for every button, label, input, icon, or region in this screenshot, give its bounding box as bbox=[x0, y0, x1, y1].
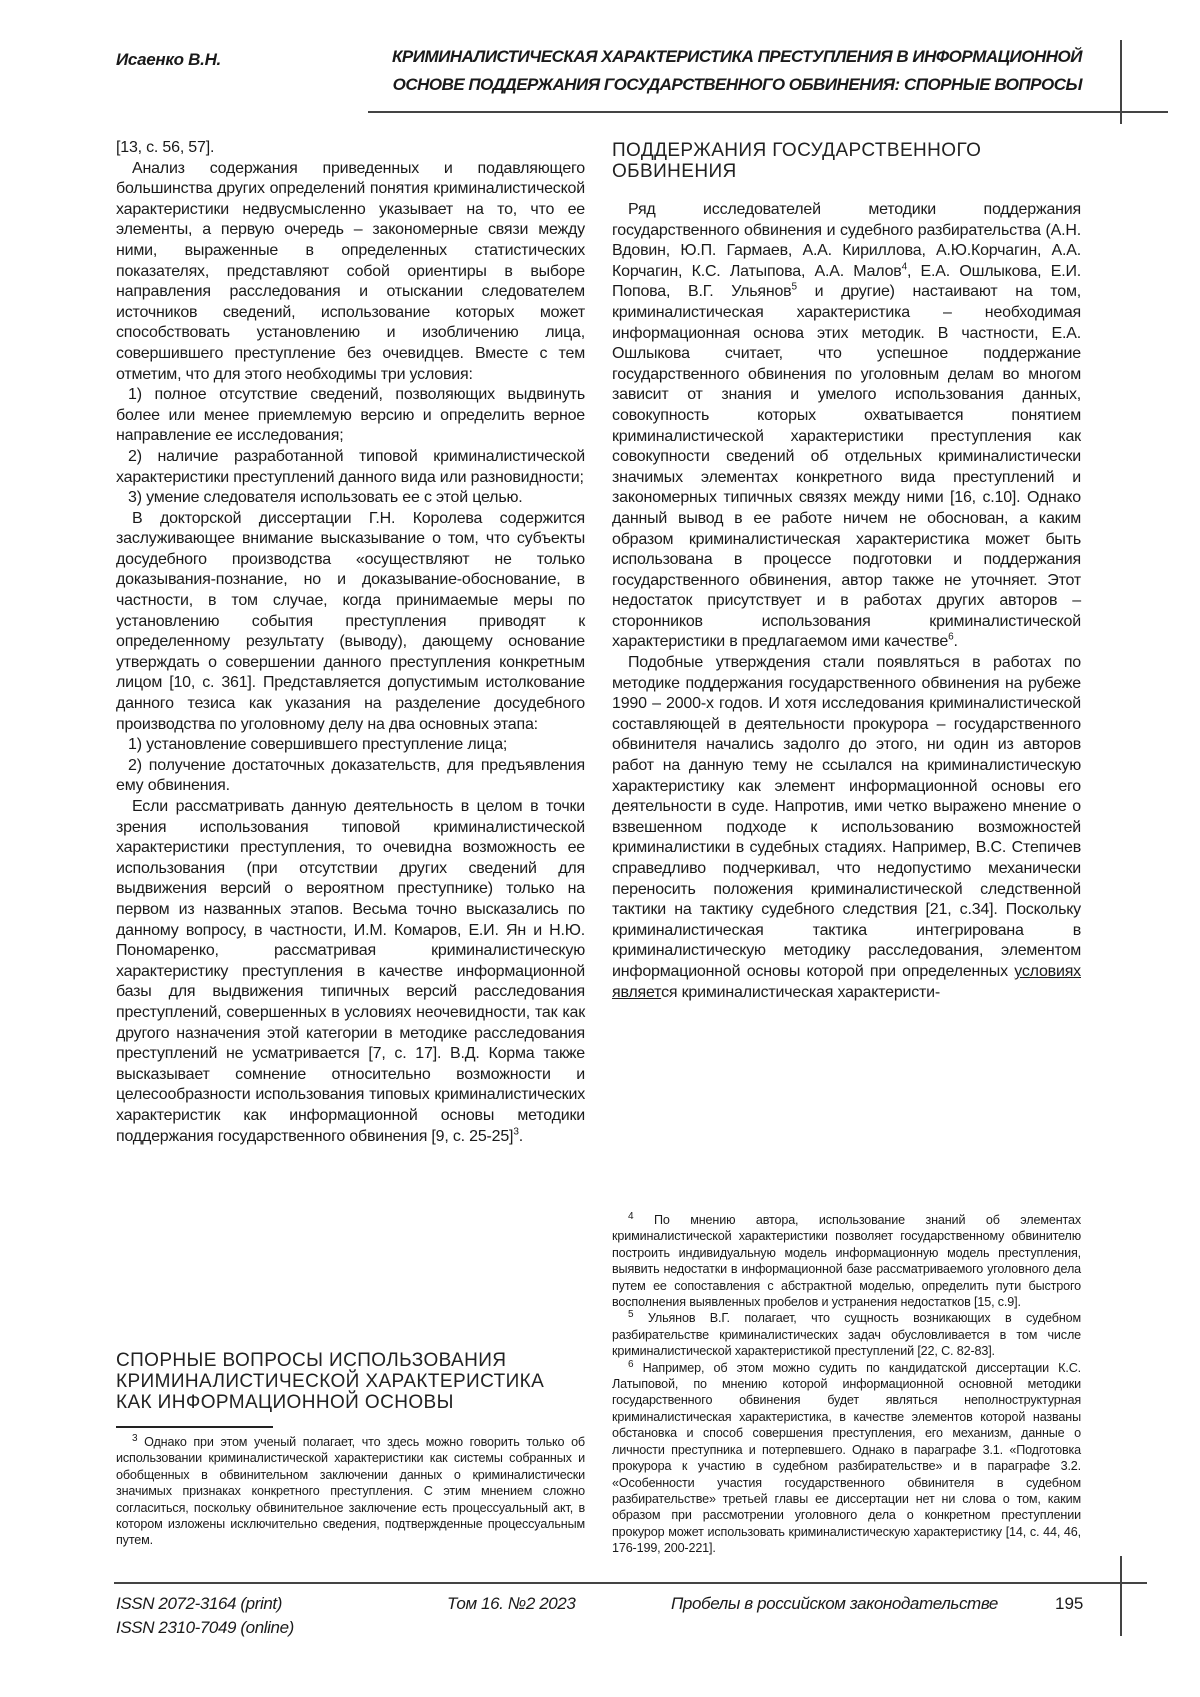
footnote bbox=[116, 1434, 585, 1549]
footnote-text: По мнению автора, использование знаний об элементах криминалистической характеристики позволяет государственному обвинителю построить индивидуальную модель информационную модель преступления, выявить недостатки в информационной базе рассматриваемого уголовного дела путем ее сопоставления с абстрактной моделью, определить пути быстрого восполнения выявленных пробелов и устранения недостатков [15, с.9]. bbox=[612, 1213, 1081, 1310]
footnote-text: Например, об этом можно судить по кандидатской диссертации К.С. Латыповой, по мнению которой информационной основной методики государственного обвинения будет являться неполноструктурная криминалистическая характеристика, в качестве элементов которой названы обстановка и способ совершения преступления, его механизм, данные о личности преступника и потерпевшего. Однако в параграфе 3.1. «Подготовка прокурора к участию в судебном разбирательстве» и в параграфе 3.2. «Особенности участия государственного обвинителя в судебном разбирательстве» третьей главы ее диссертации нет ни слова о том, каким образом при рассмотрении уголовного дела о конкретном преступлении прокурор может использовать криминалистическую характеристику [14, с. 44, 46, 176-199, 200-221]. bbox=[612, 1360, 1081, 1556]
footnote-separator bbox=[116, 1426, 273, 1428]
list-item: 3) умение следователя использовать ее с этой целью. bbox=[128, 489, 523, 507]
running-head-title-line: ОСНОВЕ ПОДДЕРЖАНИЯ ГОСУДАРСТВЕННОГО ОБВИНЕНИЯ: СПОРНЫЕ ВОПРОСЫ bbox=[392, 75, 1082, 94]
paragraph bbox=[612, 653, 1081, 1003]
footnote bbox=[612, 1310, 1081, 1359]
issn-online: ISSN 2310-7049 (online) bbox=[116, 1618, 294, 1637]
issn-print: ISSN 2072-3164 (print) bbox=[116, 1594, 283, 1613]
list-item: 1) установление совершившего преступление лица; bbox=[128, 736, 508, 754]
footnote-ref[interactable]: 4 bbox=[901, 261, 907, 273]
footnote bbox=[612, 1360, 1081, 1557]
footnote-number: 6 bbox=[628, 1358, 634, 1370]
page-number: 195 bbox=[1055, 1594, 1084, 1613]
paragraph-text: Подобные утверждения стали появляться в работах по методике поддержания государственного обвинения на рубеже 1990 – 2000-х годов. И хотя исследования криминалистической составляющей в деятельности прокурора – государственного обвинителя начались задолго до этого, ни один из авторов работ на данную тему не ссылался на криминалистическую характеристику как элемент информационной основы его деятельности в суде. Напротив, ими четко выражено мнение о взвешенном подходе к использованию возможностей криминалистики в судебных стадиях. Например, В.С. Степичев справедливо подчеркивал, что недопустимо механически переносить положения криминалистической следственной тактики на тактику судебного следствия [21, с.34]. Поскольку криминалистическая тактика интегрирована в криминалистическую методику расследования, элементом информационной основы которой при определенных bbox=[612, 654, 1081, 980]
footnote-text: Однако при этом ученый полагает, что здесь можно говорить только об использовании криминалистической характеристики как системы собранных и обобщенных в обвинительном заключении данных о криминалистически значимых признаках конкретного преступления. С этим мнением сложно согласиться, поскольку обвинительное заключение есть процессуальный акт, в котором изложены исключительно сведения, подтвержденные процессуальным путем. bbox=[116, 1435, 585, 1548]
journal-name: Пробелы в российском законодательстве bbox=[671, 1594, 998, 1613]
paragraph: [13, с. 56, 57]. bbox=[116, 139, 215, 156]
list-item: 2) получение достаточных доказательств, для предъявления ему обвинения. bbox=[116, 756, 585, 795]
paragraph-text: Если рассматривать данную деятельность в целом в точки зрения использования типовой криминалистической характеристики преступления, то очевидна возможность ее использования (при отсутствии других сведений для выдвижения версий о вероятном преступнике) только на первом из названных этапов. Весьма точно высказались по данному вопросу, в частности, И.М. Комаров, Е.И. Ян и Н.Ю. Пономаренко, рассматривая криминалистическую характеристику преступления в качестве информационной базы для выдвижения типичных версий расследования преступлений, совершенных в условиях неочевидности, так как другого назначения этой категории в методике расследования преступлений не усматривается [7, с. 17]. В.Д. Корма также высказывает сомнение относительно возможности и целесообразности использования типовых криминалистических характеристик как информационной основы методики поддержания государственного обвинения [9, с. 25-25] bbox=[116, 798, 585, 1145]
footer-vertical-rule bbox=[1120, 1556, 1122, 1636]
footnote-ref[interactable]: 3 bbox=[513, 1126, 519, 1138]
footnote-ref[interactable]: 6 bbox=[948, 632, 954, 644]
journal-volume: Том 16. №2 2023 bbox=[447, 1594, 576, 1613]
footnote bbox=[612, 1212, 1081, 1310]
right-column bbox=[612, 200, 1081, 1003]
paragraph-text: ся криминалистическая характеристи- bbox=[661, 983, 941, 1001]
footnotes-left bbox=[116, 1434, 585, 1549]
paragraph bbox=[612, 200, 1081, 653]
paragraph: В докторской диссертации Г.Н. Королева содержится заслуживающее внимание высказывание о том, что субъекты досудебного производства «осуществляют не только доказывания-познание, но и доказывание-обоснование, в частности, в том случае, когда принимаемые меры по установлению события преступления приводят к определенному результату (выводу), дающему основание утверждать о совершении данного преступления конкретным лицом [10, с. 361]. Представляется допустимым истолкование данного тезиса как указания на разделение досудебного производства по уголовному делу на два основных этапа: bbox=[116, 509, 585, 733]
footnote-text: Ульянов В.Г. полагает, что сущность возникающих в судебном разбирательстве криминалистических задач обусловливается в том числе криминалистической характеристикой преступлений [22, С. 82-83]. bbox=[612, 1311, 1081, 1359]
paragraph-text: . bbox=[953, 633, 958, 651]
left-column bbox=[116, 138, 585, 1147]
paragraph-text: и другие) настаивают на том, криминалистическая характеристика – необходимая информационная основа этих методик. В частности, Е.А. Ошлыкова считает, что успешное поддержание государственного обвинения по уголовным делам во многом зависит от знания и умелого использования данных, совокупность которых охватывается понятием криминалистической характеристики преступления как совокупности сведений об отдельных криминалистически значимых элементах конкретного вида преступлений и закономерных типичных связях между ними [16, с.10]. Однако данный вывод в ее работе ничем не обоснован, а каким образом криминалистическая характеристика может быть использована в процессе подготовки и поддержания государственного обвинения, автор также не уточняет. Этот недостаток присутствует и в работах других авторов – сторонников использования криминалистической характеристики в предлагаемом ими качестве bbox=[612, 283, 1081, 651]
running-head-title bbox=[330, 43, 1082, 99]
paragraph bbox=[116, 797, 585, 1147]
section-heading-continued: ПОДДЕРЖАНИЯ ГОСУДАРСТВЕННОГО ОБВИНЕНИЯ bbox=[612, 140, 982, 182]
paragraph-text: . bbox=[518, 1127, 523, 1145]
footnotes-right bbox=[612, 1212, 1081, 1557]
paragraph: Анализ содержания приведенных и подавляющего большинства других определений понятия криминалистической характеристики недвусмысленно указывает на то, что ее элементы, а первую очередь – закономерные связи между ними, выраженные в определенных статистических показателях, представляют собой ориентиры в выборе направления расследования и отыскании следователем источников сведений, использование которых может способствовать установлению и изобличению лица, совершившего преступление без очевидцев. Вместе с тем отметим, что для этого необходимы три условия: bbox=[116, 159, 585, 383]
footer-rule bbox=[114, 1582, 1147, 1584]
footnote-number: 5 bbox=[628, 1309, 634, 1321]
footnote-number: 3 bbox=[132, 1432, 138, 1444]
paragraph-text: , Е.А. Ошлыкова, Е.И. Попова, В.Г. Ульянов bbox=[612, 262, 1081, 301]
section-heading: СПОРНЫЕ ВОПРОСЫ ИСПОЛЬЗОВАНИЯ КРИМИНАЛИСТИЧЕСКОЙ ХАРАКТЕРИСТИКА КАК ИНФОРМАЦИОННОЙ ОСНОВЫ bbox=[116, 1350, 545, 1413]
running-head-author: Исаенко В.Н. bbox=[116, 50, 221, 69]
paragraph-text: Ряд исследователей методики поддержания государственного обвинения и судебного разбирательства (А.Н. Вдовин, Ю.П. Гармаев, А.А. Кириллова, А.Ю.Корчагин, А.А. Корчагин, К.С. Латыпова, А.А. Малов bbox=[612, 201, 1081, 280]
running-head-title-line: КРИМИНАЛИСТИЧЕСКАЯ ХАРАКТЕРИСТИКА ПРЕСТУПЛЕНИЯ В ИНФОРМАЦИОННОЙ bbox=[391, 47, 1082, 66]
footnote-number: 4 bbox=[628, 1210, 634, 1222]
list-item: 2) наличие разработанной типовой криминалистической характеристики преступлений данного вида или разновидности; bbox=[116, 447, 585, 486]
header-rule bbox=[368, 111, 1168, 113]
list-item: 1) полное отсутствие сведений, позволяющих выдвинуть более или менее приемлемую версию и определить верное направление ее исследования; bbox=[116, 386, 585, 445]
header-vertical-rule bbox=[1120, 40, 1122, 124]
underlined-text: условиях являет bbox=[612, 962, 1081, 1001]
footnote-ref[interactable]: 5 bbox=[791, 282, 797, 294]
